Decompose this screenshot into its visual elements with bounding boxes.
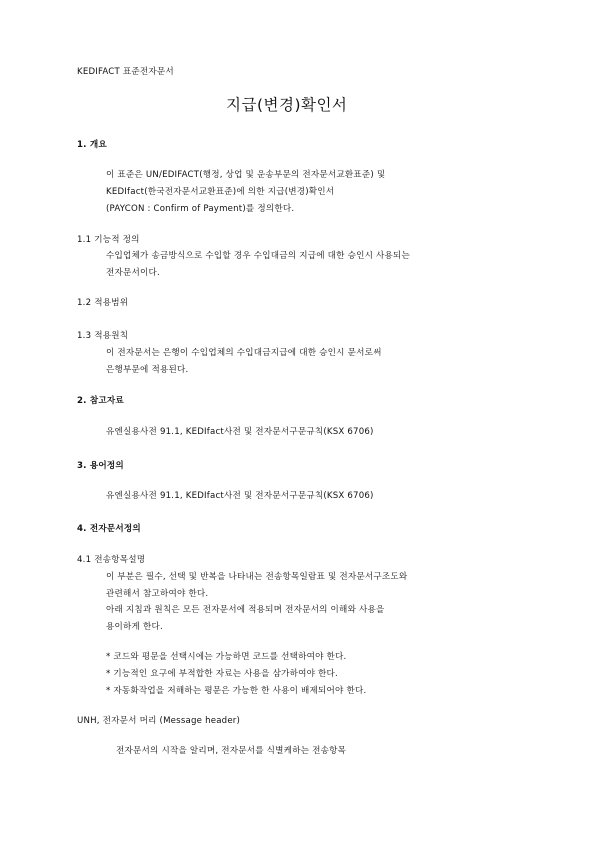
section-heading-scope: 1.2 적용범위 bbox=[77, 298, 129, 308]
terms-line: 유엔실용사전 91.1, KEDIfact사전 및 전자문서구문규칙(KSX 6706) bbox=[106, 491, 374, 501]
message-header-description: 전자문서의 시작을 알리며, 전자문서를 식별케하는 전송항목 bbox=[116, 746, 347, 756]
segment-description-line-3: 아래 지침과 원칙은 모든 전자문서에 적용되며 전자문서의 이해와 사용을 bbox=[106, 605, 385, 615]
functional-definition-line-1: 수입업체가 송금방식으로 수입할 경우 수입대금의 지급에 대한 승인시 사용되는 bbox=[106, 251, 411, 261]
section-heading-message-header: UNH, 전자문서 머리 (Message header) bbox=[77, 716, 241, 726]
page-title: 지급(변경)확인서 bbox=[226, 96, 348, 114]
section-heading-functional-definition: 1.1 기능적 정의 bbox=[77, 235, 140, 245]
section-heading-segment-description: 4.1 전송항목설명 bbox=[77, 555, 146, 565]
principles-line-2: 은행부문에 적용된다. bbox=[106, 365, 189, 375]
section-heading-references: 2. 참고자료 bbox=[77, 396, 124, 406]
segment-description-line-2: 관련해서 참고하여야 한다. bbox=[106, 589, 209, 599]
document-type-label: KEDIFACT 표준전자문서 bbox=[77, 67, 174, 77]
guideline-bullet-1: * 코드와 평문을 선택시에는 가능하면 코드를 선택하여야 한다. bbox=[106, 652, 347, 662]
overview-line-3: (PAYCON : Confirm of Payment)를 정의한다. bbox=[106, 204, 295, 214]
overview-line-1: 이 표준은 UN/EDIFACT(행정, 상업 및 운송부문의 전자문서교환표준) 및 bbox=[106, 170, 386, 180]
section-heading-message-definition: 4. 전자문서정의 bbox=[77, 524, 141, 534]
overview-line-2: KEDIfact(한국전자문서교환표준)에 의한 지급(변경)확인서 bbox=[106, 187, 335, 197]
segment-description-line-4: 용이하게 한다. bbox=[106, 622, 163, 632]
principles-line-1: 이 전자문서는 은행이 수입업체의 수입대금지급에 대한 승인시 문서로써 bbox=[106, 348, 382, 358]
references-line: 유엔실용사전 91.1, KEDIfact사전 및 전자문서구문규칙(KSX 6706) bbox=[106, 427, 374, 437]
section-heading-principles: 1.3 적용원칙 bbox=[77, 331, 129, 341]
section-heading-terms: 3. 용어정의 bbox=[77, 461, 124, 471]
functional-definition-line-2: 전자문서이다. bbox=[106, 268, 160, 278]
section-heading-overview: 1. 개요 bbox=[77, 140, 107, 150]
guideline-bullet-3: * 자동화작업을 저해하는 평문은 가능한 한 사용이 배제되어야 한다. bbox=[106, 686, 367, 696]
segment-description-line-1: 이 부분은 필수, 선택 및 반복을 나타내는 전송항목일람표 및 전자문서구조도와 bbox=[106, 572, 408, 582]
guideline-bullet-2: * 기능적인 요구에 부적합한 자료는 사용을 삼가하여야 한다. bbox=[106, 669, 338, 679]
